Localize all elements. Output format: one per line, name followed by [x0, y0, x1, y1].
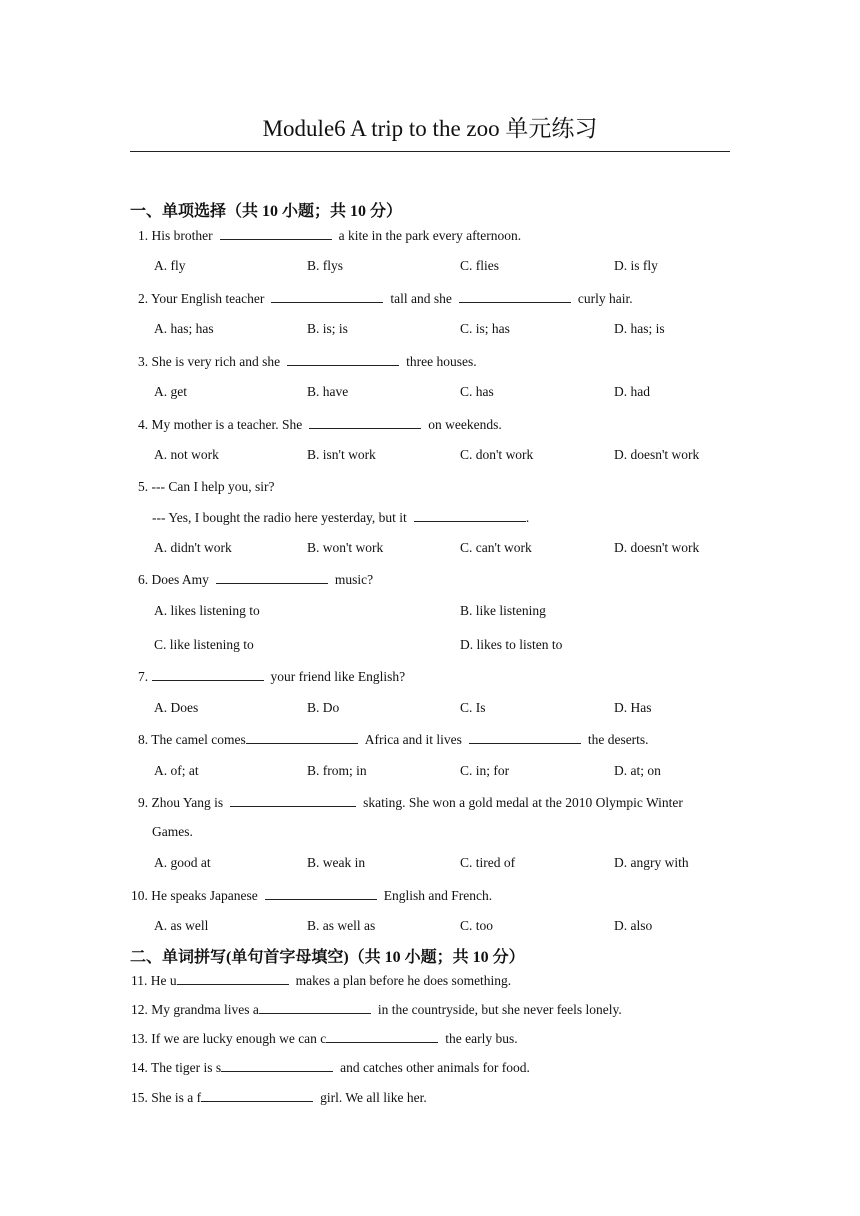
- option-c[interactable]: C. in; for: [460, 763, 510, 778]
- option-a[interactable]: A. didn't work: [154, 540, 232, 555]
- answer-blank[interactable]: [201, 1089, 313, 1102]
- question-15: 15. She is a f girl. We all like her.: [131, 1090, 427, 1105]
- answer-blank[interactable]: [152, 668, 264, 681]
- answer-blank[interactable]: [177, 972, 289, 985]
- answer-blank[interactable]: [414, 509, 526, 522]
- option-d[interactable]: D. Has: [614, 700, 652, 715]
- option-d[interactable]: D. at; on: [614, 763, 661, 778]
- answer-blank[interactable]: [259, 1001, 371, 1014]
- option-c[interactable]: C. don't work: [460, 447, 534, 462]
- question-4: 4. My mother is a teacher. She on weekends.: [138, 417, 502, 432]
- question-10: 10. He speaks Japanese English and French.: [131, 888, 493, 903]
- answer-blank[interactable]: [216, 571, 328, 584]
- question-7: 7. your friend like English?: [138, 669, 406, 684]
- section-heading-1: 一、单项选择（共 10 小题；共 10 分）: [130, 203, 403, 220]
- page-title: Module6 A trip to the zoo 单元练习: [262, 116, 598, 141]
- section-heading-2: 二、单词拼写(单句首字母填空)（共 10 小题；共 10 分）: [130, 949, 525, 966]
- answer-blank[interactable]: [221, 1059, 333, 1072]
- option-a[interactable]: A. of; at: [154, 763, 199, 778]
- option-b[interactable]: B. won't work: [307, 540, 384, 555]
- option-c[interactable]: C. too: [460, 918, 494, 933]
- question-5: 5. --- Can I help you, sir?: [138, 479, 275, 494]
- option-d[interactable]: D. also: [614, 918, 653, 933]
- question-8: 8. The camel comes Africa and it lives the deserts.: [138, 732, 649, 747]
- option-c[interactable]: C. Is: [460, 700, 486, 715]
- option-d[interactable]: D. likes to listen to: [460, 637, 563, 652]
- title-divider: [130, 151, 730, 152]
- question-12: 12. My grandma lives a in the countryside, but she never feels lonely.: [131, 1002, 622, 1017]
- question-6: 6. Does Amy music?: [138, 572, 374, 587]
- question-9-line-2: Games.: [152, 824, 193, 839]
- answer-blank[interactable]: [246, 731, 358, 744]
- option-a[interactable]: A. fly: [154, 258, 186, 273]
- option-c[interactable]: C. like listening to: [154, 637, 254, 652]
- option-d[interactable]: D. is fly: [614, 258, 658, 273]
- question-14: 14. The tiger is s and catches other animals for food.: [131, 1060, 530, 1075]
- answer-blank[interactable]: [230, 794, 356, 807]
- question-2: 2. Your English teacher tall and she curly hair.: [138, 291, 633, 306]
- question-13: 13. If we are lucky enough we can c the early bus.: [131, 1031, 518, 1046]
- option-a[interactable]: A. Does: [154, 700, 199, 715]
- option-b[interactable]: B. is; is: [307, 321, 348, 336]
- option-c[interactable]: C. is; has: [460, 321, 510, 336]
- answer-blank[interactable]: [265, 887, 377, 900]
- question-1: 1. His brother a kite in the park every afternoon.: [138, 228, 522, 243]
- question-11: 11. He u makes a plan before he does something.: [131, 973, 512, 988]
- answer-blank[interactable]: [459, 290, 571, 303]
- option-d[interactable]: D. doesn't work: [614, 447, 700, 462]
- question-5-line-2: --- Yes, I bought the radio here yesterday, but it .: [152, 510, 530, 525]
- option-b[interactable]: B. weak in: [307, 855, 366, 870]
- answer-blank[interactable]: [220, 227, 332, 240]
- option-c[interactable]: C. tired of: [460, 855, 516, 870]
- answer-blank[interactable]: [326, 1030, 438, 1043]
- option-c[interactable]: C. can't work: [460, 540, 532, 555]
- option-b[interactable]: B. isn't work: [307, 447, 376, 462]
- option-a[interactable]: A. not work: [154, 447, 219, 462]
- option-d[interactable]: D. angry with: [614, 855, 689, 870]
- question-9: 9. Zhou Yang is skating. She won a gold medal at the 2010 Olympic Winter: [138, 795, 683, 810]
- option-a[interactable]: A. has; has: [154, 321, 214, 336]
- option-d[interactable]: D. has; is: [614, 321, 665, 336]
- option-b[interactable]: B. like listening: [460, 603, 546, 618]
- option-b[interactable]: B. Do: [307, 700, 340, 715]
- option-b[interactable]: B. as well as: [307, 918, 376, 933]
- answer-blank[interactable]: [287, 353, 399, 366]
- option-b[interactable]: B. from; in: [307, 763, 367, 778]
- option-c[interactable]: C. flies: [460, 258, 499, 273]
- option-a[interactable]: A. get: [154, 384, 187, 399]
- option-b[interactable]: B. flys: [307, 258, 344, 273]
- option-d[interactable]: D. doesn't work: [614, 540, 700, 555]
- answer-blank[interactable]: [271, 290, 383, 303]
- option-a[interactable]: A. as well: [154, 918, 209, 933]
- option-a[interactable]: A. likes listening to: [154, 603, 260, 618]
- answer-blank[interactable]: [469, 731, 581, 744]
- option-b[interactable]: B. have: [307, 384, 349, 399]
- option-c[interactable]: C. has: [460, 384, 494, 399]
- option-d[interactable]: D. had: [614, 384, 650, 399]
- answer-blank[interactable]: [309, 416, 421, 429]
- question-3: 3. She is very rich and she three houses.: [138, 354, 477, 369]
- option-a[interactable]: A. good at: [154, 855, 211, 870]
